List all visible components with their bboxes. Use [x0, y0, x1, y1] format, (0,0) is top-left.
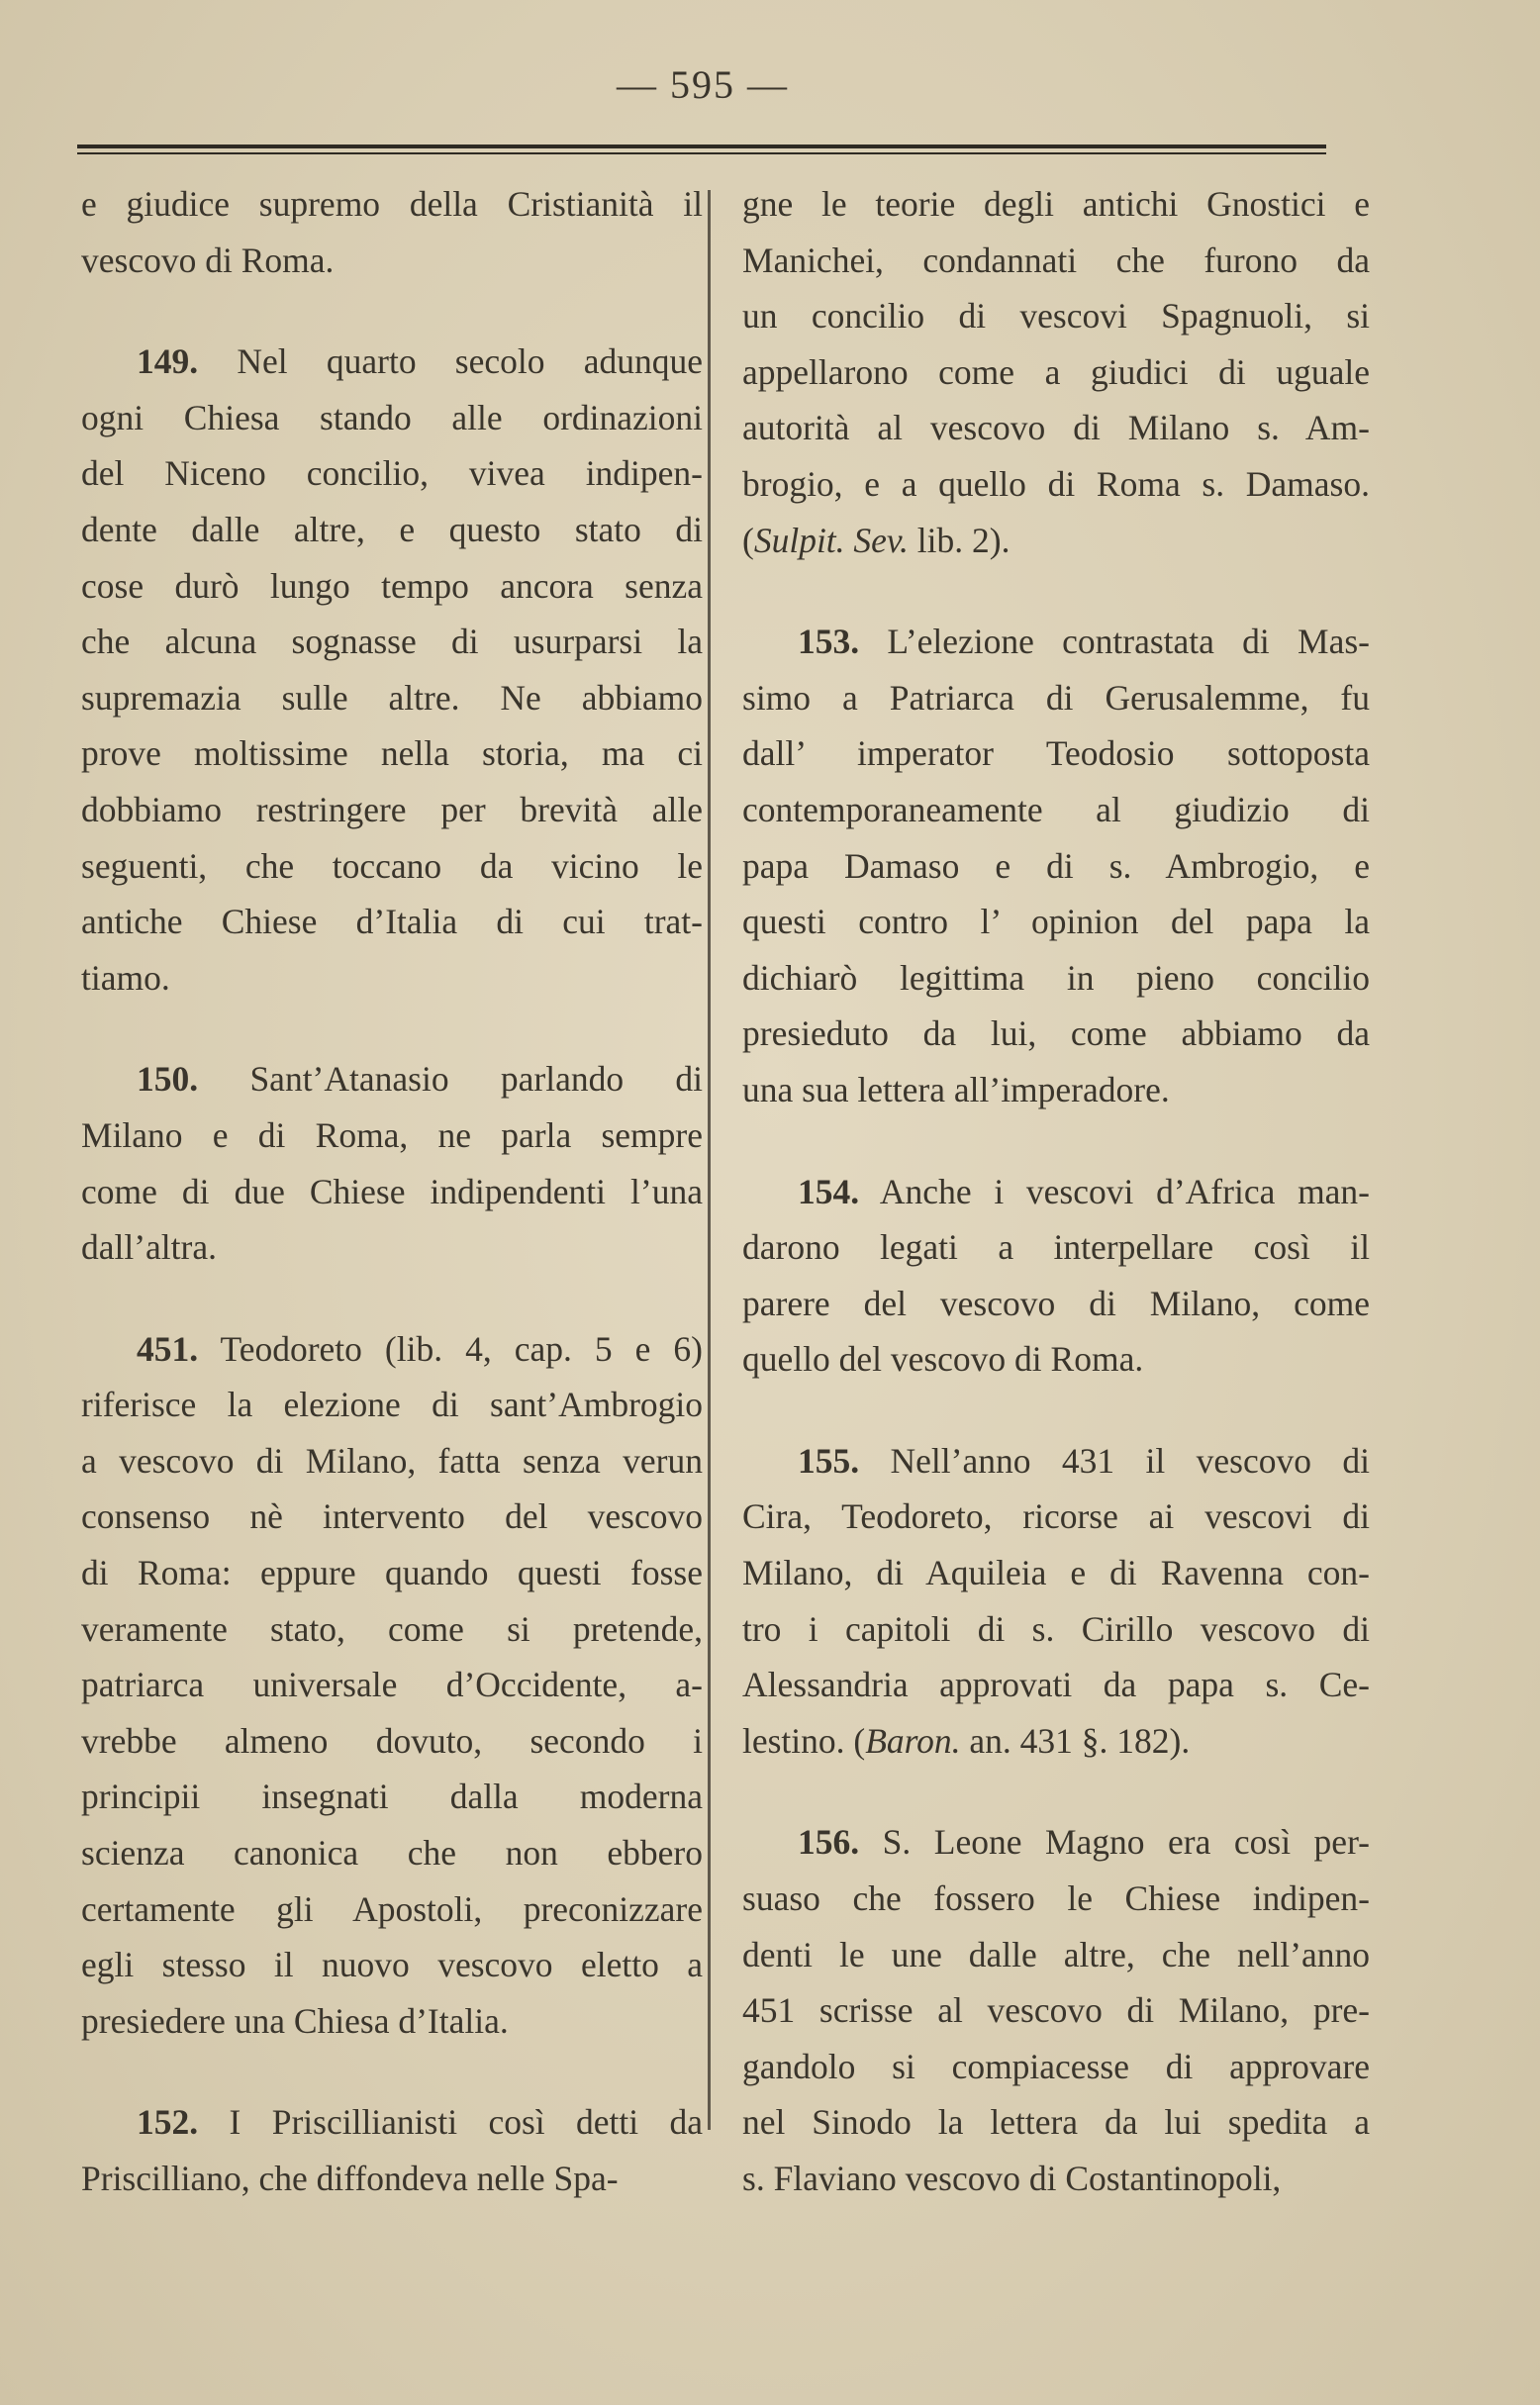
line-text: denti le une dalle altre, che nell’anno [742, 1934, 1370, 1974]
text-line [742, 1982, 1370, 2039]
text-line [81, 390, 703, 446]
text-line [81, 1545, 703, 1601]
text-line [742, 1331, 1370, 1388]
text-line [742, 1657, 1370, 1713]
text-line [742, 1814, 1370, 1871]
paragraph-number: 149. [137, 341, 199, 382]
line-text: Priscilliano, che diffondeva nelle Spa- [81, 2159, 619, 2198]
line-text: dall’altra. [81, 1227, 217, 1268]
text-line [742, 400, 1370, 456]
line-text: certamente gli Apostoli, preconizzare [81, 1888, 703, 1929]
header-rule-thin [77, 152, 1326, 154]
line-text: dichiarò legittima in pieno concilio [742, 957, 1370, 998]
line-text: questi contro l’ opinion del papa la [742, 902, 1370, 942]
text-line [81, 1489, 703, 1545]
line-text: dall’ imperator Teodosio sottoposta [742, 733, 1370, 774]
line-text: principii insegnati dalla moderna [81, 1777, 703, 1817]
line-text: nel Sinodo la lettera da lui spedita a [742, 2102, 1370, 2143]
text-line [742, 2094, 1370, 2151]
line-text: come di due Chiese indipendenti l’una [81, 1171, 703, 1211]
text-line [81, 1321, 703, 1378]
text-line [81, 782, 703, 838]
line-text: I Priscillianisti così detti da [229, 2102, 704, 2143]
line-text: s. Flaviano vescovo di Costantinopoli, [742, 2159, 1282, 2198]
paragraph-number: 155. [798, 1440, 860, 1481]
line-text: Alessandria approvati da papa s. Ce- [742, 1665, 1370, 1705]
line-text: scienza canonica che non ebbero [81, 1833, 703, 1874]
text-line [742, 513, 1370, 569]
paragraph-number: 156. [798, 1822, 860, 1863]
paragraph-p155 [742, 1433, 1370, 1770]
line-text: parere del vescovo di Milano, come [742, 1283, 1370, 1323]
line-text: riferisce la elezione di sant’Ambrogio [81, 1385, 703, 1425]
paragraph-p151 [81, 1321, 703, 2050]
text-line [81, 725, 703, 782]
text-line [742, 176, 1370, 233]
line-text: Teodoreto (lib. 4, cap. 5 e 6) [220, 1328, 703, 1369]
paragraph-p153 [742, 614, 1370, 1117]
line-text: veramente stato, come si pretende, [81, 1608, 703, 1649]
line-text: Cira, Teodoreto, ricorse ai vescovi di [742, 1496, 1370, 1537]
text-line [742, 670, 1370, 726]
text-line [81, 2151, 703, 2207]
text-line [81, 1433, 703, 1490]
line-text: S. Leone Magno era così per- [882, 1822, 1371, 1863]
line-text: cose durò lungo tempo ancora senza [81, 565, 703, 606]
paragraph-p154 [742, 1164, 1370, 1388]
line-text: gne le teorie degli antichi Gnostici e [742, 184, 1370, 224]
line-text: tro i capitoli di s. Cirillo vescovo di [742, 1608, 1370, 1649]
line-text: dente dalle altre, e questo stato di [81, 509, 703, 549]
text-line [742, 1219, 1370, 1276]
text-line [742, 1489, 1370, 1545]
line-text: consenso nè intervento del vescovo [81, 1496, 703, 1537]
line-text: Milano, di Aquileia e di Ravenna con- [742, 1553, 1370, 1593]
line-text: simo a Patriarca di Gerusalemme, fu [742, 677, 1370, 718]
text-line [742, 950, 1370, 1007]
text-line [81, 1993, 703, 2050]
text-line [81, 950, 703, 1007]
line-text: brogio, e a quello di Roma s. Damaso. [742, 463, 1370, 504]
text-line [81, 445, 703, 502]
line-text: di Roma: eppure quando questi fosse [81, 1553, 703, 1593]
line-text: papa Damaso e di s. Ambrogio, e [742, 845, 1370, 886]
text-line [742, 233, 1370, 289]
paragraph-cont2 [742, 176, 1370, 568]
text-line [742, 1433, 1370, 1490]
line-text: una sua lettera all’imperadore. [742, 1069, 1170, 1109]
line-text: appellarono come a giudici di uguale [742, 351, 1370, 392]
line-text: quello del vescovo di Roma. [742, 1339, 1144, 1380]
text-line [742, 1713, 1370, 1770]
paragraph-number: 154. [798, 1171, 860, 1211]
line-text: a vescovo di Milano, fatta senza verun [81, 1440, 703, 1481]
page-number: — 595 — [617, 62, 789, 107]
text-line [81, 1107, 703, 1164]
line-text: contemporaneamente al giudizio di [742, 789, 1370, 829]
text-line [81, 334, 703, 390]
left-column [81, 176, 703, 2207]
line-text: un concilio di vescovi Spagnuoli, si [742, 296, 1370, 337]
line-text: autorità al vescovo di Milano s. Am- [742, 408, 1370, 448]
line-text: vrebbe almeno dovuto, secondo i [81, 1720, 703, 1761]
line-text: Anche i vescovi d’Africa man- [879, 1171, 1371, 1211]
right-column [742, 176, 1370, 2207]
column-divider [708, 190, 711, 2130]
text-line [81, 1657, 703, 1713]
line-text: Manichei, condannati che furono da [742, 240, 1370, 280]
text-line [742, 1276, 1370, 1332]
line-text: 451 scrisse al vescovo di Milano, pre- [742, 1990, 1370, 2031]
line-text: Milano e di Roma, ne parla sempre [81, 1114, 703, 1155]
text-line [81, 894, 703, 950]
text-line [81, 233, 703, 289]
line-text: Sant’Atanasio parlando di [249, 1059, 703, 1100]
text-line [81, 1769, 703, 1825]
line-text: lestino. (Baron. an. 431 §. 182). [742, 1720, 1191, 1761]
line-text: e giudice supremo della Cristianità il [81, 184, 703, 224]
paragraph-p150 [81, 1051, 703, 1275]
text-line [742, 1927, 1370, 1983]
line-text: antiche Chiese d’Italia di cui trat- [81, 902, 703, 942]
text-line [742, 1164, 1370, 1220]
line-text: ogni Chiesa stando alle ordinazioni [81, 397, 703, 437]
text-line [742, 1062, 1370, 1118]
line-text: egli stesso il nuovo vescovo eletto a [81, 1945, 703, 1985]
line-text: vescovo di Roma. [81, 240, 335, 280]
text-line [742, 1871, 1370, 1927]
line-text: darono legati a interpellare così il [742, 1227, 1370, 1268]
text-line [81, 1164, 703, 1220]
line-text: suaso che fossero le Chiese indipen- [742, 1878, 1370, 1919]
line-text: L’elezione contrastata di Mas- [887, 622, 1371, 662]
text-line [742, 1006, 1370, 1062]
paragraph-p152 [81, 2094, 703, 2206]
line-text: tiamo. [81, 957, 170, 998]
line-text: Nel quarto secolo adunque [237, 341, 704, 382]
text-line [81, 1881, 703, 1938]
text-line [742, 614, 1370, 670]
text-line [742, 288, 1370, 344]
line-text: del Niceno concilio, vivea indipen- [81, 453, 703, 494]
line-text: presiedere una Chiesa d’Italia. [81, 2000, 509, 2041]
text-line [81, 1825, 703, 1881]
text-line [742, 725, 1370, 782]
text-line [742, 782, 1370, 838]
line-text: (Sulpit. Sev. lib. 2). [742, 520, 1011, 560]
line-text: presieduto da lui, come abbiamo da [742, 1013, 1370, 1054]
paragraph-cont [81, 176, 703, 288]
paragraph-number: 451. [137, 1328, 199, 1369]
paragraph-p156 [742, 1814, 1370, 2206]
line-text: supremazia sulle altre. Ne abbiamo [81, 677, 703, 718]
line-text: prove moltissime nella storia, ma ci [81, 733, 703, 774]
text-line [81, 1219, 703, 1276]
text-line [742, 1601, 1370, 1658]
line-text: seguenti, che toccano da vicino le [81, 845, 703, 886]
text-line [81, 1051, 703, 1107]
text-line [81, 502, 703, 558]
text-line [81, 2094, 703, 2151]
paragraph-number: 150. [137, 1059, 199, 1100]
text-line [742, 838, 1370, 895]
line-text: gandolo si compiacesse di approvare [742, 2046, 1370, 2086]
paragraph-number: 152. [137, 2102, 199, 2143]
line-text: che alcuna sognasse di usurparsi la [81, 622, 703, 662]
header-rule-thick [77, 144, 1326, 148]
line-text: dobbiamo restringere per brevità alle [81, 789, 703, 829]
line-text: Nell’anno 431 il vescovo di [890, 1440, 1370, 1481]
text-line [742, 894, 1370, 950]
paragraph-number: 153. [798, 622, 860, 662]
text-line [742, 344, 1370, 401]
text-line [742, 1545, 1370, 1601]
text-line [81, 670, 703, 726]
text-line [81, 614, 703, 670]
text-line [81, 838, 703, 895]
paragraph-p149 [81, 334, 703, 1006]
text-line [81, 1377, 703, 1433]
text-line [742, 2039, 1370, 2095]
text-line [81, 1713, 703, 1770]
text-line [81, 176, 703, 233]
line-text: patriarca universale d’Occidente, a- [81, 1665, 703, 1705]
text-line [742, 456, 1370, 513]
text-line [742, 2151, 1370, 2207]
text-line [81, 558, 703, 615]
text-line [81, 1601, 703, 1658]
text-line [81, 1937, 703, 1993]
